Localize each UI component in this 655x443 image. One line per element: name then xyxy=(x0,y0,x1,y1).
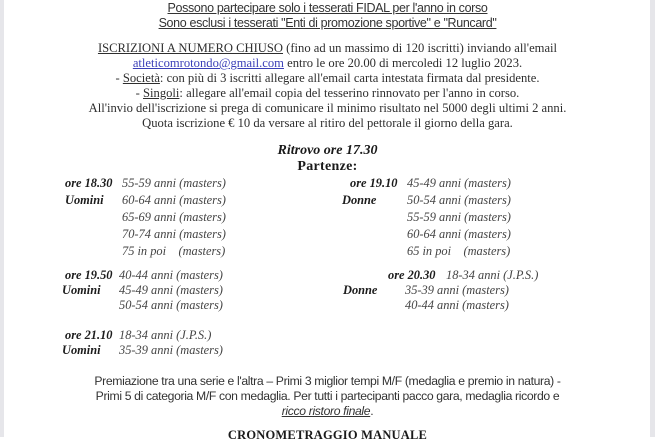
singoli-line xyxy=(5,86,650,101)
societa-prefix: - xyxy=(115,71,123,85)
group-label: Uomini xyxy=(62,343,101,357)
registration-deadline: entro le ore 20.00 di mercoledi 12 luglio 2023. xyxy=(283,56,523,70)
ritrovo-time: Ritrovo ore 17.30 xyxy=(277,143,378,158)
registration-title: ISCRIZIONI A NUMERO CHIUSO xyxy=(97,41,284,55)
category-item: 35-39 anni (masters) xyxy=(119,343,223,357)
prizes-line-2: Primi 5 di categoria M/F con medaglia. Per tutti i partecipanti pacco gara, medaglia ricordo e xyxy=(95,389,560,403)
category-item: 45-49 anni (masters) xyxy=(407,176,511,190)
start-time: ore 19.50 xyxy=(65,268,113,282)
prizes-line-3-end: . xyxy=(370,404,374,418)
category-item: 60-64 anni (masters) xyxy=(407,227,511,241)
page-edge-left xyxy=(0,0,4,437)
eligibility-line-1: Possono partecipare solo i tesserati FIDAL per l'anno in corso xyxy=(167,1,488,15)
category-item: 65 in poi (masters) xyxy=(407,244,511,258)
category-item: 65-69 anni (masters) xyxy=(122,210,226,224)
singoli-prefix: - xyxy=(135,86,144,100)
category-item: 35-39 anni (masters) xyxy=(405,283,509,297)
category-item: 50-54 anni (masters) xyxy=(119,298,223,312)
category-item: 55-59 anni (masters) xyxy=(407,210,511,224)
group-label: Uomini xyxy=(65,193,104,207)
group-label: Uomini xyxy=(62,283,101,297)
registration-email-line xyxy=(5,56,650,71)
prizes-line-1: Premiazione tra una serie e l'altra – Primi 3 miglior tempi M/F (medaglia e premio in natura) - xyxy=(94,374,561,388)
fee-note: Quota iscrizione € 10 da versare al ritiro del pettorale il giorno della gara. xyxy=(142,116,513,130)
group-label: Donne xyxy=(343,283,378,297)
registration-heading-line xyxy=(5,41,650,56)
start-time: ore 21.10 xyxy=(65,328,113,342)
registration-title-rest: (fino ad un massimo di 120 iscritti) inviando all'email xyxy=(283,41,558,55)
timing-heading: CRONOMETRAGGIO MANUALE xyxy=(227,428,428,442)
start-time: ore 20.30 xyxy=(388,268,436,282)
document-page xyxy=(5,0,650,442)
group-label: Donne xyxy=(342,193,377,207)
category-item: 60-64 anni (masters) xyxy=(122,193,226,207)
registration-email-link[interactable]: atleticomrotondo@gmail.com xyxy=(132,56,284,70)
partenze-heading: Partenze: xyxy=(297,159,358,174)
societa-text: : con più di 3 iscritti allegare all'email carta intestata firmata dal presidente. xyxy=(159,71,540,85)
category-item: 55-59 anni (masters) xyxy=(122,176,226,190)
minimo-note: All'invio dell'iscrizione si prega di comunicare il minimo risultato nel 5000 degli ultimi 2 anni. xyxy=(88,101,567,115)
eligibility-line-2: Sono esclusi i tesserati "Enti di promozione sportive" e "Runcard" xyxy=(158,16,497,30)
singoli-label: Singoli xyxy=(143,86,180,100)
category-item: 40-44 anni (masters) xyxy=(119,268,223,282)
ristoro-finale: ricco ristoro finale xyxy=(281,404,371,418)
singoli-text: : allegare all'email copia del tesserino rinnovato per l'anno in corso. xyxy=(179,86,520,100)
category-item: 75 in poi (masters) xyxy=(122,244,226,258)
category-item: 18-34 anni (J.P.S.) xyxy=(446,268,539,282)
start-time: ore 19.10 xyxy=(350,176,398,190)
category-item: 50-54 anni (masters) xyxy=(407,193,511,207)
societa-label: Società xyxy=(122,71,160,85)
prizes-line-3 xyxy=(5,404,650,418)
start-time: ore 18.30 xyxy=(65,176,113,190)
category-item: 70-74 anni (masters) xyxy=(122,227,226,241)
category-item: 45-49 anni (masters) xyxy=(119,283,223,297)
category-item: 40-44 anni (masters) xyxy=(405,298,509,312)
societa-line xyxy=(5,71,650,86)
category-item: 18-34 anni (J.P.S.) xyxy=(119,328,212,342)
page-edge-right xyxy=(650,0,655,437)
